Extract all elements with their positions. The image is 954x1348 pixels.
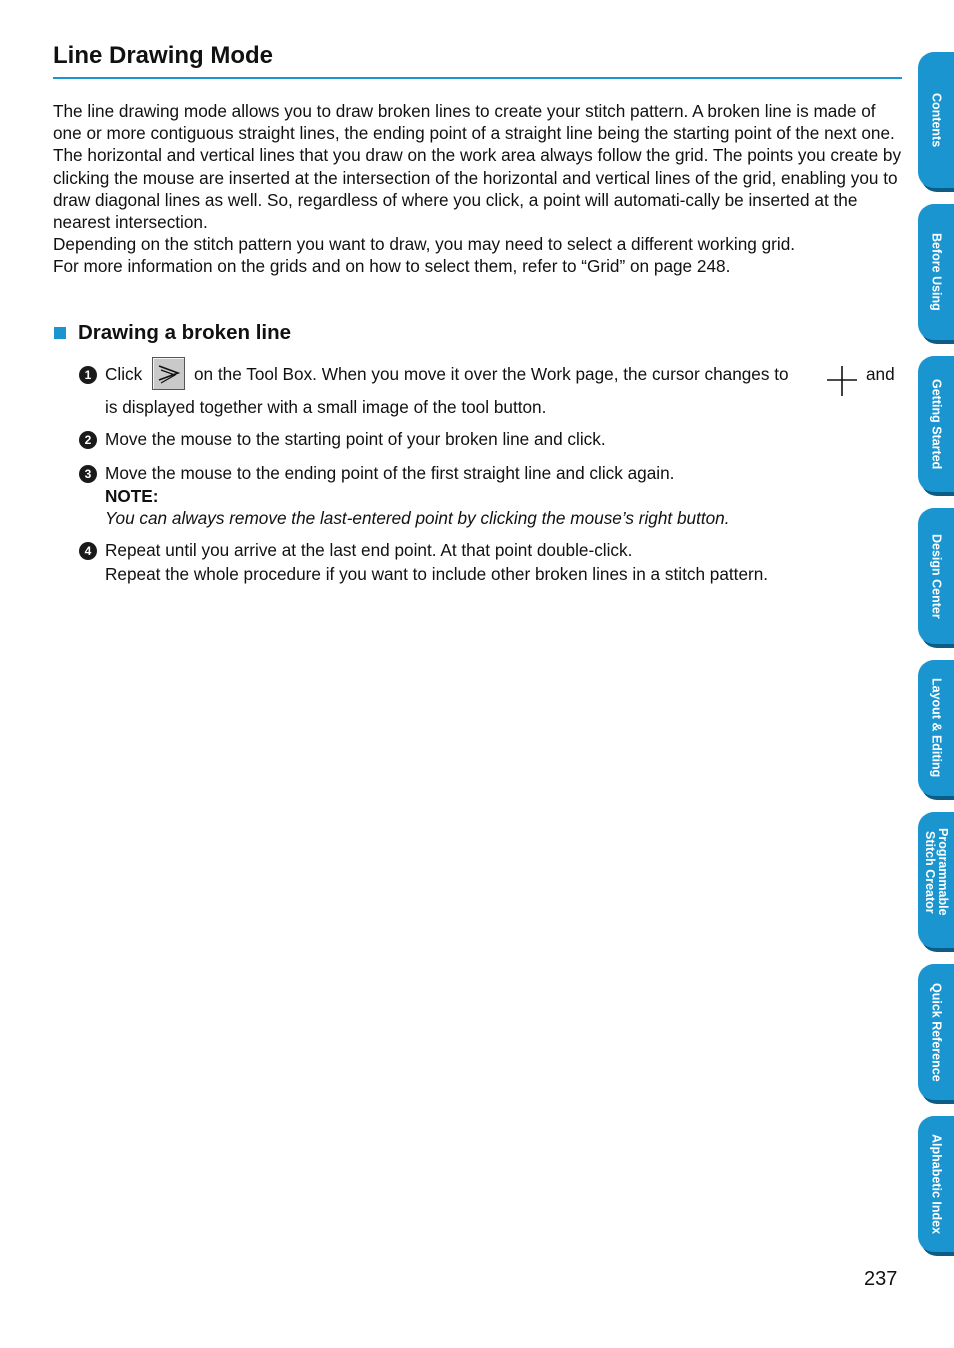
- intro-paragraph: For more information on the grids and on how to select them, refer to “Grid” on page 248.: [53, 256, 731, 277]
- step-text: Repeat until you arrive at the last end point. At that point double-click.: [105, 540, 633, 560]
- section-heading: [54, 321, 291, 345]
- section-square-icon: [54, 327, 66, 339]
- line-drawing-tool-icon: [152, 357, 185, 390]
- step-number: 3: [79, 465, 97, 483]
- page-title: Line Drawing Mode: [53, 42, 274, 69]
- tab-quick-reference[interactable]: [918, 964, 954, 1100]
- step-text: Click: [105, 364, 143, 384]
- tab-getting-started[interactable]: [918, 356, 954, 492]
- step-text: Move the mouse to the starting point of your broken line and click.: [105, 429, 606, 449]
- intro-paragraph: The line drawing mode allows you to draw broken lines to create your stitch pattern. A broken line is made of one or more contiguous straight lines, the ending point of a straight line being the starting point of the next one.: [53, 101, 895, 144]
- tab-label: Contents: [929, 92, 944, 148]
- step-text: Move the mouse to the ending point of the first straight line and click again.: [105, 463, 675, 483]
- tab-label: Quick Reference: [929, 982, 944, 1082]
- tab-label: Alphabetic Index: [929, 1133, 944, 1235]
- tab-before-using[interactable]: [918, 204, 954, 340]
- step-number: 1: [79, 366, 97, 384]
- step-1-continued: [194, 363, 789, 385]
- tab-alphabetic-index[interactable]: [918, 1116, 954, 1252]
- step-text: and: [866, 364, 895, 384]
- tab-label: Getting Started: [929, 378, 944, 470]
- note-label: NOTE:: [105, 486, 159, 506]
- step-4-line-2: [105, 563, 768, 585]
- step-text: is displayed together with a small image of the tool button.: [105, 397, 547, 417]
- tab-label: Programmable Stitch Creator: [923, 828, 950, 916]
- tab-design-center[interactable]: [918, 508, 954, 644]
- title-rule: [53, 77, 902, 79]
- step-1-and: [866, 363, 895, 385]
- tab-programmable-stitch-creator[interactable]: [918, 812, 954, 948]
- intro-text: [53, 100, 903, 278]
- step-text: on the Tool Box. When you move it over the Work page, the cursor changes to: [194, 364, 789, 384]
- tab-label: Layout & Editing: [929, 678, 944, 778]
- page-number: 237: [864, 1268, 898, 1290]
- step-1-line-2: [105, 396, 546, 418]
- section-heading-text: Drawing a broken line: [78, 321, 292, 344]
- crosshair-cursor-icon: [826, 365, 858, 397]
- note-block: [105, 485, 730, 529]
- tab-contents[interactable]: [918, 52, 954, 188]
- step-number: 4: [79, 542, 97, 560]
- tab-layout-editing[interactable]: [918, 660, 954, 796]
- tab-label: Before Using: [929, 233, 944, 311]
- note-text: You can always remove the last-entered point by clicking the mouse’s right button.: [105, 508, 730, 528]
- step-text: Repeat the whole procedure if you want to include other broken lines in a stitch pattern.: [105, 564, 769, 584]
- tab-label: Design Center: [929, 533, 944, 619]
- intro-paragraph: The horizontal and vertical lines that you draw on the work area always follow the grid. The points you create by clicking the mouse are inserted at the intersection of the horizontal and vertical lines of the grid, enabling you to draw diagonal lines as well. So, regardless of where you click, a point will automati-cally be inserted at the nearest intersection.: [53, 145, 902, 233]
- step-number: 2: [79, 431, 97, 449]
- intro-paragraph: Depending on the stitch pattern you want to draw, you may need to select a different working grid.: [53, 234, 796, 255]
